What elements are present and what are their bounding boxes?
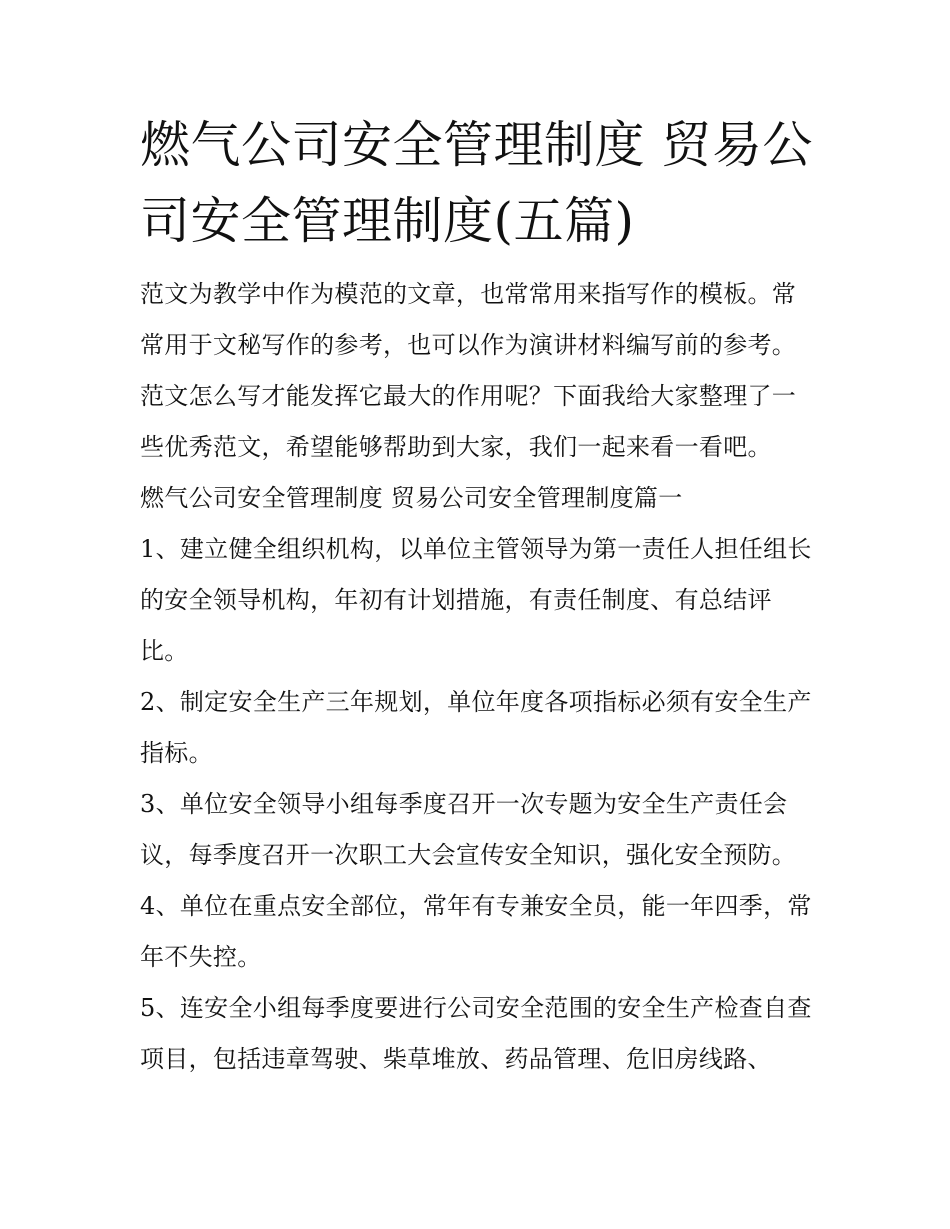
list-item-1: 1、建立健全组织机构，以单位主管领导为第一责任人担任组长的安全领导机构，年初有计划措施，有责任制度、有总结评比。: [140, 535, 812, 665]
list-item-2: 2、制定安全生产三年规划，单位年度各项指标必须有安全生产指标。: [140, 688, 812, 767]
document-body: [140, 269, 820, 1085]
list-item-5: 5、连安全小组每季度要进行公司安全范围的安全生产检查自查项目，包括违章驾驶、柴草堆放、药品管理、危旧房线路、: [140, 994, 812, 1073]
list-item-3: 3、单位安全领导小组每季度召开一次专题为安全生产责任会议，每季度召开一次职工大会宣传安全知识，强化安全预防。: [140, 790, 797, 869]
document-title: 燃气公司安全管理制度 贸易公司安全管理制度(五篇): [140, 116, 813, 250]
document-content: [140, 107, 820, 1085]
section-heading: 燃气公司安全管理制度 贸易公司安全管理制度篇一: [140, 484, 683, 512]
list-item-4: 4、单位在重点安全部位，常年有专兼安全员，能一年四季，常年不失控。: [140, 892, 812, 971]
intro-paragraph: 范文为教学中作为模范的文章，也常常用来指写作的模板。常常用于文秘写作的参考，也可以作为演讲材料编写前的参考。范文怎么写才能发挥它最大的作用呢？下面我给大家整理了一些优秀范文，希望能够帮助到大家，我们一起来看一看吧。: [140, 280, 797, 461]
